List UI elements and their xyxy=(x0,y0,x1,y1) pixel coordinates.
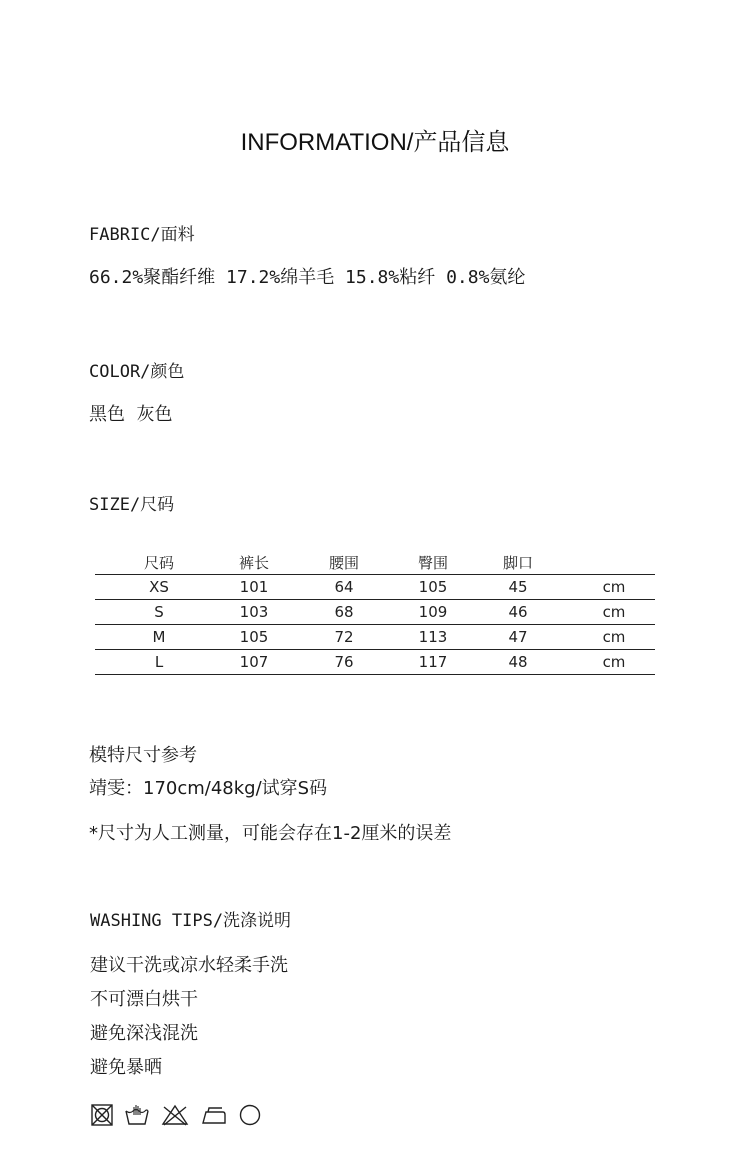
header-hip: 臀围 xyxy=(417,554,448,572)
measurement-note: *尺寸为人工测量，可能会存在1-2厘米的误差 xyxy=(89,823,452,844)
cell: 105 xyxy=(418,578,448,596)
cell: 113 xyxy=(418,628,448,646)
header-unit xyxy=(573,548,655,575)
cell: cm xyxy=(602,628,626,646)
cell: 46 xyxy=(508,603,528,621)
cell: 45 xyxy=(508,578,528,596)
cell: M xyxy=(152,628,166,646)
table-row xyxy=(95,650,655,675)
washing-tip: 不可漂白烘干 xyxy=(90,989,198,1010)
size-table xyxy=(95,548,655,675)
model-label: 模特尺寸参考 xyxy=(89,745,197,766)
cell: 103 xyxy=(239,603,269,621)
size-label: SIZE/尺码 xyxy=(89,495,175,515)
table-row xyxy=(95,575,655,600)
table-row xyxy=(95,600,655,625)
cell: S xyxy=(154,603,164,621)
header-length: 裤长 xyxy=(238,554,269,572)
cell: 76 xyxy=(334,653,354,671)
cell: L xyxy=(154,653,164,671)
cell: 107 xyxy=(239,653,269,671)
color-value: 黑色 灰色 xyxy=(89,404,173,425)
header-leg-opening: 脚口 xyxy=(502,554,533,572)
model-info: 靖雯：170cm/48kg/试穿S码 xyxy=(89,778,328,799)
cell: XS xyxy=(149,578,169,596)
fabric-label: FABRIC/面料 xyxy=(89,225,195,245)
table-row xyxy=(95,625,655,650)
cell: 105 xyxy=(239,628,269,646)
washing-tip: 避免暴晒 xyxy=(90,1057,162,1078)
cell: 72 xyxy=(334,628,354,646)
cell: 68 xyxy=(334,603,354,621)
cell: cm xyxy=(602,603,626,621)
washing-tip: 建议干洗或凉水轻柔手洗 xyxy=(90,955,288,976)
iron-icon xyxy=(200,1103,228,1127)
cell: 101 xyxy=(239,578,269,596)
care-icons xyxy=(90,1102,262,1128)
dry-clean-icon xyxy=(238,1103,262,1127)
cell: 64 xyxy=(334,578,354,596)
cell: cm xyxy=(602,578,626,596)
cell: 109 xyxy=(418,603,448,621)
no-tumble-dry-icon xyxy=(90,1103,114,1127)
fabric-value: 66.2%聚酯纤维 17.2%绵羊毛 15.8%粘纤 0.8%氨纶 xyxy=(89,267,526,288)
cell: 117 xyxy=(418,653,448,671)
no-bleach-icon xyxy=(160,1103,190,1127)
size-table-header xyxy=(95,548,655,575)
washing-tip: 避免深浅混洗 xyxy=(90,1023,198,1044)
hand-wash-icon xyxy=(124,1103,150,1127)
page-title: INFORMATION/产品信息 xyxy=(240,129,510,156)
header-waist: 腰围 xyxy=(328,554,359,572)
header-size: 尺码 xyxy=(143,554,174,572)
color-label: COLOR/颜色 xyxy=(89,362,185,382)
cell: cm xyxy=(602,653,626,671)
cell: 48 xyxy=(508,653,528,671)
cell: 47 xyxy=(508,628,528,646)
washing-label: WASHING TIPS/洗涤说明 xyxy=(90,911,292,931)
